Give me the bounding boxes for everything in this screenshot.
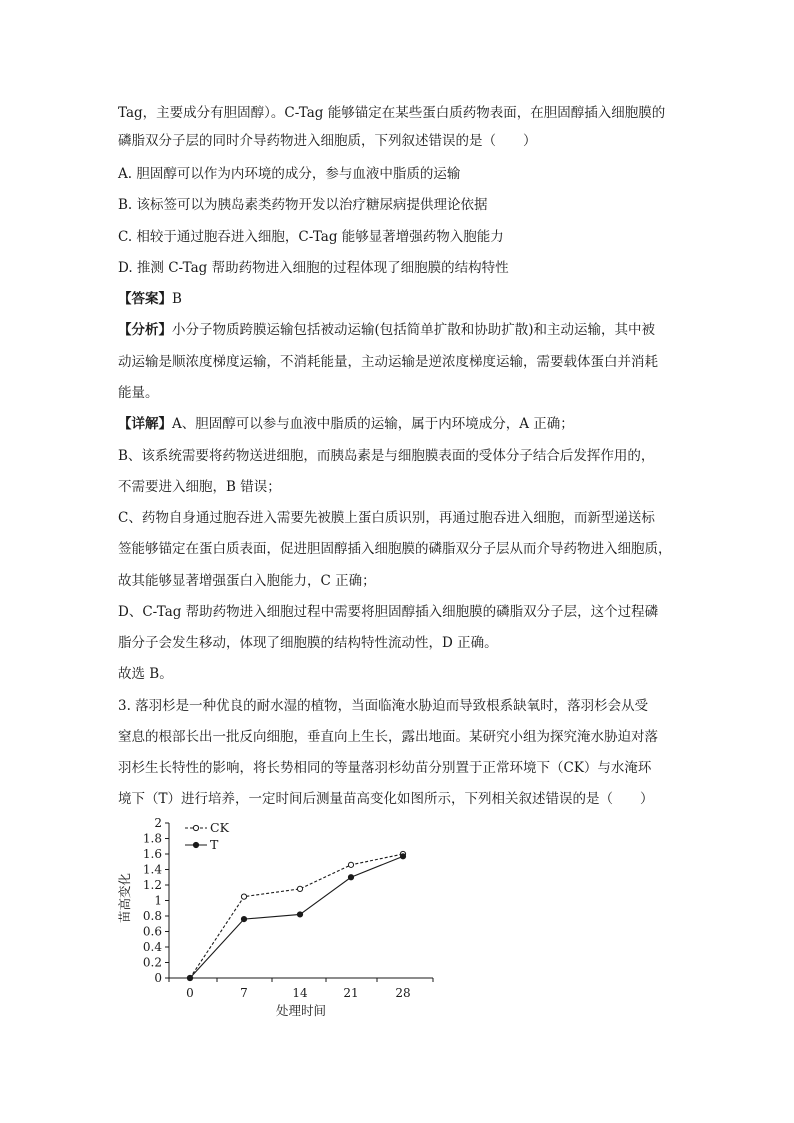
q3-stem-line-1: 3. 落羽杉是一种优良的耐水湿的植物，当面临淹水胁迫而导致根系缺氧时，落羽杉会从受 — [118, 698, 649, 714]
seedling-height-chart — [115, 812, 445, 1022]
q2-option-a: A. 胆固醇可以作为内环境的成分，参与血液中脂质的运输 — [118, 166, 461, 182]
detail-line-1 — [118, 414, 574, 434]
q3-stem-line-4: 境下（T）进行培养，一定时间后测量苗高变化如图所示，下列相关叙述错误的是（ ） — [118, 791, 654, 807]
q2-option-d: D. 推测 C-Tag 帮助药物进入细胞的过程体现了细胞膜的结构特性 — [118, 260, 509, 276]
data-point-ck — [348, 862, 353, 867]
detail-line-5: 签能够锚定在蛋白质表面，促进胆固醇插入细胞膜的磷脂双分子层从而介导药物进入细胞质， — [118, 541, 672, 557]
y-tick-label: 0.8 — [142, 909, 162, 923]
analysis-tag: 【分析】 — [118, 322, 172, 338]
legend-marker-t — [193, 842, 198, 847]
legend-label-t: T — [210, 837, 219, 852]
y-tick-label: 2 — [154, 816, 162, 830]
answer-value: B — [172, 291, 182, 307]
series-line-ck — [190, 854, 403, 978]
q2-stem-line-1: Tag，主要成分有胆固醇）。C-Tag 能够锚定在某些蛋白质药物表面，在胆固醇插入细胞膜的 — [118, 105, 666, 121]
data-point-t — [400, 854, 405, 859]
q2-option-b: B. 该标签可以为胰岛素类药物开发以治疗糖尿病提供理论依据 — [118, 197, 488, 213]
q3-stem-line-2: 窒息的根部长出一批反向细胞，垂直向上生长，露出地面。某研究小组为探究淹水胁迫对落 — [118, 729, 658, 745]
y-tick-label: 0.6 — [142, 924, 162, 939]
detail-line-8: 脂分子会发生移动，体现了细胞膜的结构特性流动性，D 正确。 — [118, 635, 498, 651]
data-point-ck — [241, 894, 246, 899]
detail-line-2: B、该系统需要将药物送进细胞，而胰岛素是与细胞膜表面的受体分子结合后发挥作用的， — [118, 448, 655, 464]
data-point-t — [187, 975, 192, 980]
x-tick-label: 0 — [186, 986, 194, 1000]
y-axis-label: 苗高变化 — [117, 872, 132, 924]
detail-line-4: C、药物自身通过胞吞进入需要先被膜上蛋白质识别，再通过胞吞进入细胞，而新型递送标 — [118, 510, 655, 526]
detail-tag: 【详解】 — [118, 416, 172, 432]
y-tick-label: 0 — [154, 971, 162, 985]
data-point-t — [348, 875, 353, 880]
analysis-line-1 — [118, 320, 655, 340]
y-tick-label: 1.8 — [142, 831, 162, 846]
x-tick-label: 14 — [292, 986, 308, 1000]
x-axis-label: 处理时间 — [275, 1003, 327, 1018]
analysis-line-2: 动运输是顺浓度梯度运输，不消耗能量，主动运输是逆浓度梯度运输，需要载体蛋白并消耗 — [118, 354, 658, 370]
detail-conclusion: 故选 B。 — [118, 666, 173, 682]
y-tick-label: 0.4 — [142, 940, 162, 954]
detail-text-1: A、胆固醇可以参与血液中脂质的运输，属于内环境成分，A 正确； — [172, 416, 574, 432]
series-line-t — [190, 856, 403, 978]
y-tick-label: 1.6 — [142, 847, 162, 861]
detail-line-6: 故其能够显著增强蛋白入胞能力，C 正确； — [118, 573, 376, 589]
analysis-text-1: 小分子物质跨膜运输包括被动运输(包括简单扩散和协助扩散)和主动运输，其中被 — [172, 322, 656, 338]
q2-stem-line-2: 磷脂双分子层的同时介导药物进入细胞质，下列叙述错误的是（ ） — [118, 133, 537, 149]
answer-line — [118, 289, 182, 309]
legend-marker-ck — [193, 825, 198, 830]
y-tick-label: 0.2 — [142, 955, 162, 970]
data-point-ck — [297, 886, 302, 891]
y-tick-label: 1 — [154, 893, 162, 908]
answer-tag: 【答案】 — [118, 291, 172, 307]
x-tick-label: 28 — [395, 986, 411, 1000]
y-tick-label: 1.4 — [142, 862, 162, 877]
legend-label-ck: CK — [210, 820, 229, 835]
detail-line-3: 不需要进入细胞，B 错误； — [118, 479, 281, 495]
detail-line-7: D、C-Tag 帮助药物进入细胞过程中需要将胆固醇插入细胞膜的磷脂双分子层，这个过程磷 — [118, 604, 659, 620]
x-tick-label: 7 — [240, 986, 248, 1000]
analysis-line-3: 能量。 — [118, 385, 159, 401]
q3-stem-line-3: 羽杉生长特性的影响，将长势相同的等量落羽杉幼苗分别置于正常环境下（CK）与水淹环 — [118, 760, 652, 776]
x-tick-label: 21 — [343, 986, 359, 1000]
data-point-t — [297, 912, 302, 917]
y-tick-label: 1.2 — [142, 878, 162, 892]
q2-option-c: C. 相较于通过胞吞进入细胞，C-Tag 能够显著增强药物入胞能力 — [118, 229, 504, 245]
data-point-t — [241, 917, 246, 922]
